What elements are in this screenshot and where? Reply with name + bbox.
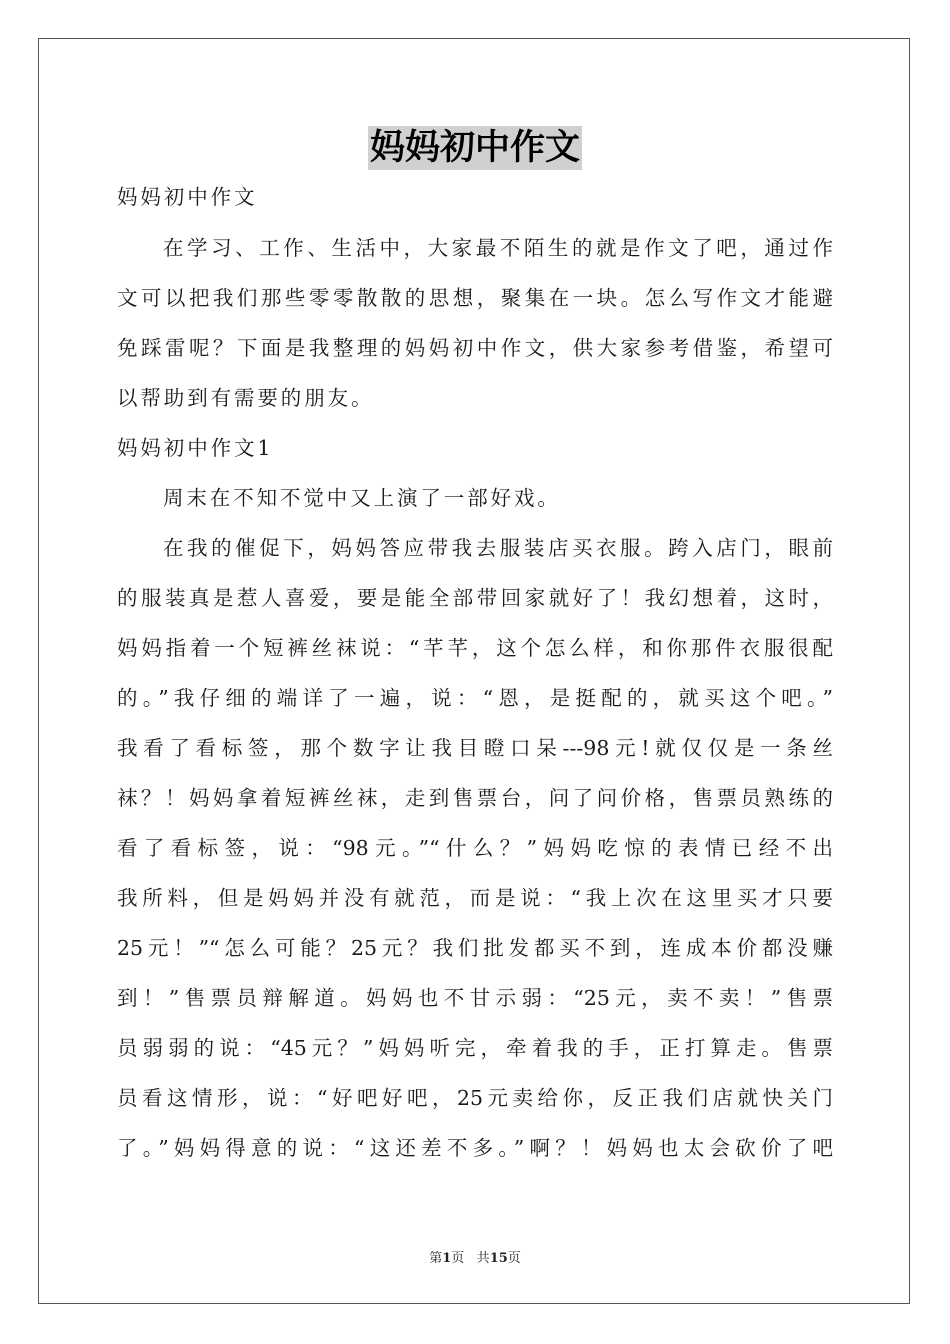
text-line: 免踩雷呢？下面是我整理的妈妈初中作文，供大家参考借鉴，希望可 bbox=[117, 336, 833, 360]
total-suffix: 页 bbox=[507, 1251, 521, 1266]
page-prefix: 第 bbox=[429, 1251, 443, 1266]
text-line: 我所料，但是妈妈并没有就范，而是说：“我上次在这里买才只要 bbox=[117, 886, 833, 910]
text-line: 周末在不知不觉中又上演了一部好戏。 bbox=[163, 486, 561, 510]
text-line: 袜？！妈妈拿着短裤丝袜，走到售票台，问了问价格，售票员熟练的 bbox=[117, 786, 833, 810]
text-line: 妈妈指着一个短裤丝袜说：“芊芊，这个怎么样，和你那件衣服很配 bbox=[117, 636, 833, 660]
text-line: 我看了看标签，那个数字让我目瞪口呆---98元!就仅仅是一条丝 bbox=[117, 736, 833, 760]
page-current: 1 bbox=[442, 1251, 452, 1266]
text-line: 文可以把我们那些零零散散的思想，聚集在一块。怎么写作文才能避 bbox=[117, 286, 833, 310]
text-line: 在我的催促下，妈妈答应带我去服装店买衣服。跨入店门，眼前 bbox=[163, 536, 833, 560]
text-line: 了。”妈妈得意的说：“这还差不多。”啊？！妈妈也太会砍价了吧 bbox=[117, 1136, 833, 1160]
text-line: 妈妈初中作文 bbox=[117, 185, 258, 209]
text-line: 员看这情形，说：“好吧好吧，25元卖给你，反正我们店就快关门 bbox=[117, 1086, 833, 1110]
text-line: 妈妈初中作文1 bbox=[117, 436, 274, 460]
document-title: 妈妈初中作文 bbox=[369, 127, 580, 168]
page-suffix: 页 bbox=[451, 1251, 465, 1266]
text-line: 以帮助到有需要的朋友。 bbox=[117, 386, 375, 410]
text-line: 25元！”“怎么可能？25元？我们批发都买不到，连成本价都没赚 bbox=[117, 936, 833, 960]
text-line: 看了看标签，说：“98元。”“什么？”妈妈吃惊的表情已经不出 bbox=[117, 836, 833, 860]
text-line: 员弱弱的说：“45元？”妈妈听完，牵着我的手，正打算走。售票 bbox=[117, 1036, 833, 1060]
text-line: 在学习、工作、生活中，大家最不陌生的就是作文了吧，通过作 bbox=[163, 236, 833, 260]
page-total: 15 bbox=[489, 1251, 508, 1266]
total-prefix: 共 bbox=[476, 1251, 490, 1266]
text-line: 到！”售票员辩解道。妈妈也不甘示弱：“25元，卖不卖！”售票 bbox=[117, 986, 833, 1010]
text-line: 的。”我仔细的端详了一遍，说：“恩，是挺配的，就买这个吧。” bbox=[117, 686, 833, 710]
page-footer bbox=[0, 1247, 950, 1266]
page-border bbox=[38, 38, 910, 1304]
text-line: 的服装真是惹人喜爱，要是能全部带回家就好了！我幻想着，这时， bbox=[117, 586, 833, 610]
title-container bbox=[0, 126, 950, 170]
